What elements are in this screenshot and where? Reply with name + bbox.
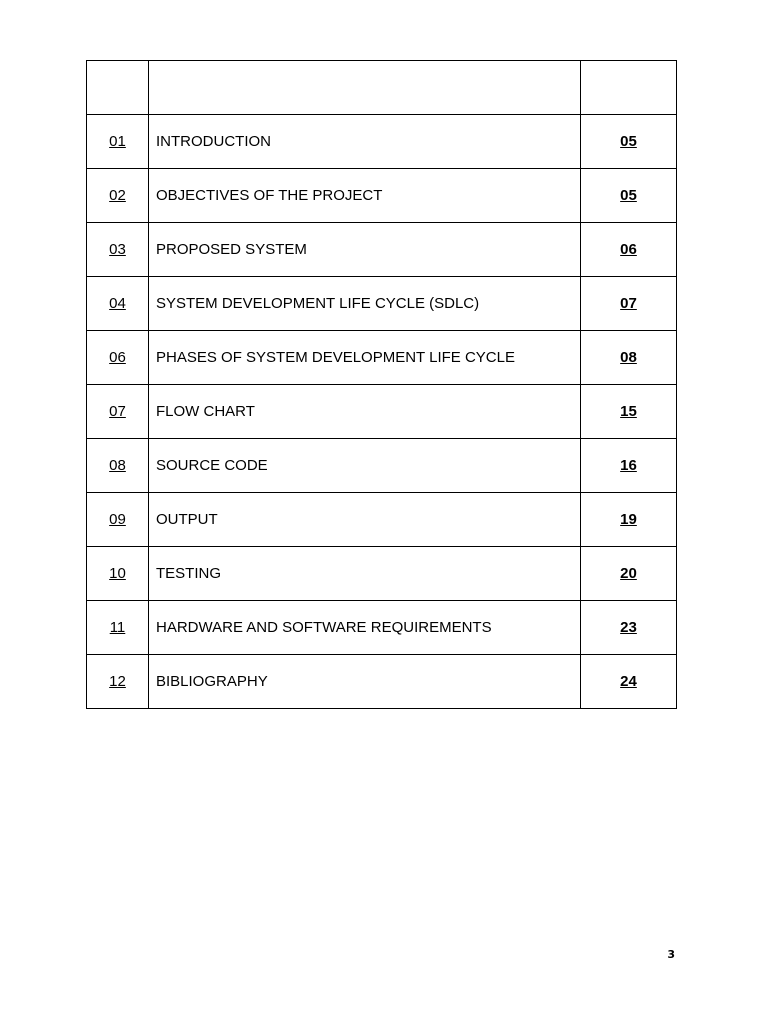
toc-header-no [87, 61, 149, 115]
toc-row-title: HARDWARE AND SOFTWARE REQUIREMENTS [149, 601, 581, 655]
toc-row [87, 655, 677, 709]
toc-row-page [581, 385, 677, 439]
toc-row-page-text: 08 [620, 349, 637, 366]
toc-row-page-text: 20 [620, 565, 637, 582]
toc-row-number-text: 09 [109, 511, 126, 528]
toc-row-title: TESTING [149, 547, 581, 601]
toc-row-number [87, 169, 149, 223]
toc-row-title: OUTPUT [149, 493, 581, 547]
toc-row-page [581, 439, 677, 493]
toc-row-page [581, 655, 677, 709]
toc-row-title: INTRODUCTION [149, 115, 581, 169]
toc-row-page [581, 277, 677, 331]
toc-row-page [581, 601, 677, 655]
toc-row-page-text: 23 [620, 619, 637, 636]
toc-header-row [87, 61, 677, 115]
toc-row-page-text: 15 [620, 403, 637, 420]
toc-row-page-text: 24 [620, 673, 637, 690]
toc-row-number-text: 10 [109, 565, 126, 582]
toc-row-title: SYSTEM DEVELOPMENT LIFE CYCLE (SDLC) [149, 277, 581, 331]
toc-row-title: OBJECTIVES OF THE PROJECT [149, 169, 581, 223]
toc-row-page [581, 547, 677, 601]
toc-row-number [87, 655, 149, 709]
toc-row-number [87, 547, 149, 601]
toc-row-title: BIBLIOGRAPHY [149, 655, 581, 709]
toc-row-number-text: 08 [109, 457, 126, 474]
toc-row-page [581, 493, 677, 547]
toc-row [87, 115, 677, 169]
toc-row-number [87, 385, 149, 439]
toc-row-page [581, 115, 677, 169]
toc-row-page [581, 331, 677, 385]
toc-row-number [87, 601, 149, 655]
toc-row-number [87, 277, 149, 331]
toc-row-page-text: 05 [620, 187, 637, 204]
toc-row [87, 385, 677, 439]
toc-row-page-text: 05 [620, 133, 637, 150]
toc-row [87, 331, 677, 385]
toc-row-title: PROPOSED SYSTEM [149, 223, 581, 277]
toc-row-page [581, 169, 677, 223]
toc-row-number [87, 223, 149, 277]
toc-row-number-text: 04 [109, 295, 126, 312]
toc-row-number-text: 01 [109, 133, 126, 150]
table-of-contents [86, 60, 677, 709]
toc-row-number [87, 331, 149, 385]
toc-row-number-text: 07 [109, 403, 126, 420]
toc-row-title: FLOW CHART [149, 385, 581, 439]
toc-row-page-text: 07 [620, 295, 637, 312]
toc-row-number-text: 02 [109, 187, 126, 204]
toc-row-number-text: 06 [109, 349, 126, 366]
toc-row-number [87, 493, 149, 547]
toc-row-title: PHASES OF SYSTEM DEVELOPMENT LIFE CYCLE [149, 331, 581, 385]
toc-row-number-text: 11 [109, 619, 126, 636]
toc-row-number-text: 03 [109, 241, 126, 258]
toc-row [87, 601, 677, 655]
toc-header-title [149, 61, 581, 115]
toc-row [87, 169, 677, 223]
toc-row-number-text: 12 [109, 673, 126, 690]
toc-row-title: SOURCE CODE [149, 439, 581, 493]
toc-body [87, 61, 677, 709]
toc-row [87, 493, 677, 547]
page-number: 3 [667, 948, 675, 961]
toc-header-page [581, 61, 677, 115]
toc-row-page-text: 16 [620, 457, 637, 474]
toc-row-number [87, 439, 149, 493]
toc-row [87, 277, 677, 331]
toc-row-page-text: 06 [620, 241, 637, 258]
toc-row [87, 547, 677, 601]
toc-row [87, 223, 677, 277]
toc-row-page-text: 19 [620, 511, 637, 528]
toc-row [87, 439, 677, 493]
toc-row-number [87, 115, 149, 169]
toc-row-page [581, 223, 677, 277]
